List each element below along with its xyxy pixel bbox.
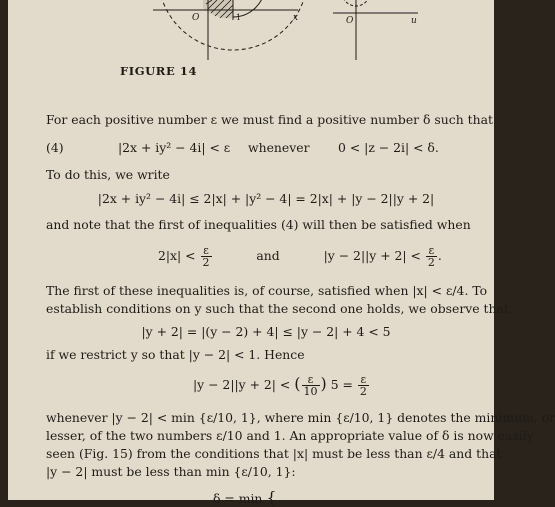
text-line-2: To do this, we write — [46, 167, 170, 182]
text-line-6: if we restrict y so that |y − 2| < 1. Hence — [46, 347, 305, 362]
delta-left: δ = min — [213, 491, 263, 506]
eq4-right: 0 < |z − 2i| < δ. — [338, 140, 439, 155]
text-line-5: establish conditions on y such that the second one holds, we observe that — [46, 301, 509, 316]
book-page — [8, 0, 555, 507]
text-line-10: |y − 2| must be less than min {ε/10, 1}: — [46, 464, 296, 479]
text-line-8: lesser, of the two numbers ε/10 and 1. An appropriate value of δ is now easily — [46, 428, 534, 443]
eq4-whenever: whenever — [248, 140, 310, 155]
left-point-label: 1 — [236, 13, 242, 22]
figure-caption: FIGURE 14 — [120, 64, 198, 78]
fraction-eps-2-c: $\frac{\varepsilon}{2}$ — [359, 373, 367, 398]
figure-14 — [8, 0, 494, 60]
hence-equation: |y − 2||y + 2| < ( $\frac{\varepsilon}{10}$ ) 5 = $\frac{\varepsilon}{2}$ — [193, 373, 367, 398]
text-line-7: whenever |y − 2| < min {ε/10, 1}, where min {ε/10, 1} denotes the minimum, or — [46, 410, 555, 425]
text-line-9: seen (Fig. 15) from the conditions that |x| must be less than ε/4 and that — [46, 446, 502, 461]
x-axis-label: x — [293, 13, 299, 23]
text-line-1: For each positive number ε we must find a positive number δ such that — [46, 112, 493, 127]
text-line-4: The first of these inequalities is, of course, satisfied when |x| < ε/4. To — [46, 283, 488, 298]
text-line-3: and note that the first of inequalities (4) will then be satisfied when — [46, 217, 471, 232]
u-axis-label: u — [411, 16, 417, 26]
fraction-eps-2-a: $\frac{\varepsilon}{2}$ — [202, 244, 210, 269]
condition-a: 2|x| < — [158, 248, 196, 263]
hence-left: |y − 2||y + 2| < — [193, 377, 291, 392]
condition-and: and — [256, 248, 280, 263]
y-plus-2-bound: |y + 2| = |(y − 2) + 4| ≤ |y − 2| + 4 < 5 — [141, 324, 391, 339]
inequality-expansion: |2x + iy² − 4i| ≤ 2|x| + |y² − 4| = 2|x| + |y − 2||y + 2| — [97, 191, 435, 206]
conditions-row: 2|x| < $\frac{\varepsilon}{2}$ and |y − 2||y + 2| < $\frac{\varepsilon}{2}$ . — [158, 244, 442, 269]
equation-number-4: (4) — [46, 140, 64, 155]
hence-mid: 5 = — [330, 377, 353, 392]
eq4-left: |2x + iy² − 4i| < ε — [118, 140, 231, 155]
right-origin-label: O — [346, 16, 354, 26]
fraction-eps-2-b: $\frac{\varepsilon}{2}$ — [427, 244, 435, 269]
delta-equation: δ = min { — [213, 488, 277, 507]
condition-b: |y − 2||y + 2| < — [323, 248, 421, 263]
fraction-eps-10: $\frac{\varepsilon}{10}$ — [303, 373, 318, 398]
left-origin-label: O — [192, 13, 200, 23]
